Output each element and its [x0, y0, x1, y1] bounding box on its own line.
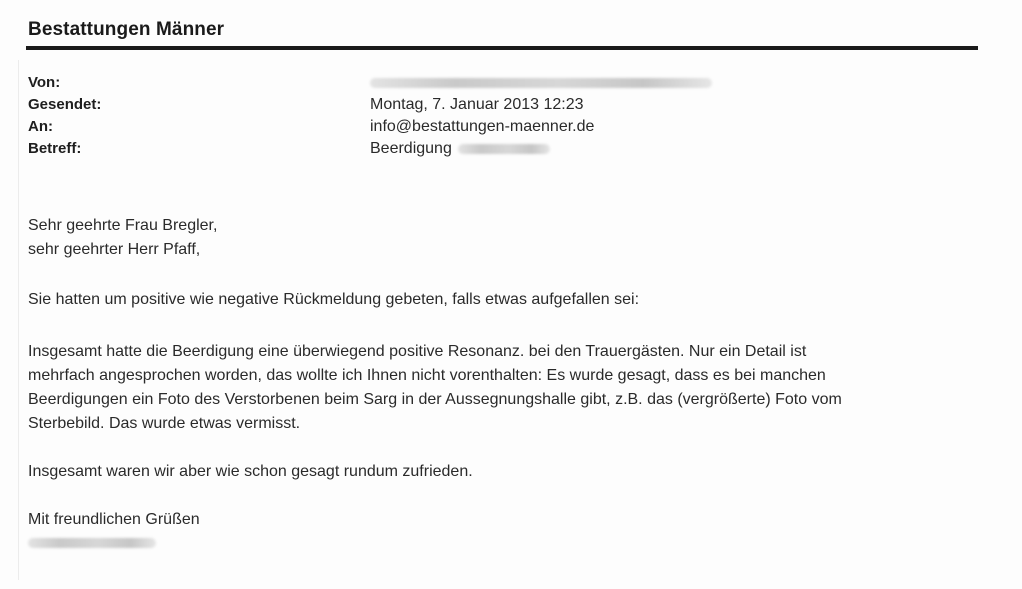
- subject-value: Beerdigung: [370, 140, 452, 157]
- subject-value-wrap: [370, 140, 550, 158]
- salutation-1: Sehr geehrte Frau Bregler,: [28, 217, 218, 234]
- scan-edge: [18, 60, 19, 580]
- to-value: info@bestattungen-maenner.de: [370, 118, 595, 135]
- header-row-to: [28, 118, 728, 140]
- paragraph-2-line-4: Sterbebild. Das wurde etwas vermisst.: [28, 415, 301, 432]
- paragraph-2-line-2: mehrfach angesprochen worden, das wollte ich Ihnen nicht vorenthalten: Es wurde gesagt, dass es bei manchen: [28, 367, 826, 384]
- sender-title: Bestattungen Männer: [28, 19, 225, 40]
- to-label: An:: [28, 118, 53, 135]
- paragraph-1: Sie hatten um positive wie negative Rückmeldung gebeten, falls etwas aufgefallen sei:: [28, 291, 640, 308]
- title-divider: [26, 46, 978, 50]
- header-row-from: [28, 74, 728, 96]
- redacted-sender: [370, 78, 712, 88]
- from-label: Von:: [28, 74, 61, 91]
- paragraph-2-line-3: Beerdigungen ein Foto des Verstorbenen beim Sarg in der Aussegnungshalle gibt, z.B. das (vergrößerte) Foto vom: [28, 391, 842, 408]
- paragraph-2-line-1: Insgesamt hatte die Beerdigung eine überwiegend positive Resonanz. bei den Trauergästen. Nur ein Detail ist: [28, 343, 807, 360]
- header-row-subject: [28, 140, 728, 162]
- subject-label: Betreff:: [28, 140, 82, 157]
- sent-label: Gesendet:: [28, 96, 102, 113]
- redacted-signature: [28, 538, 156, 548]
- salutation-2: sehr geehrter Herr Pfaff,: [28, 241, 201, 258]
- sent-value: Montag, 7. Januar 2013 12:23: [370, 96, 584, 113]
- header-row-sent: [28, 96, 728, 118]
- closing: Mit freundlichen Grüßen: [28, 511, 200, 528]
- redacted-subject: [458, 144, 550, 154]
- paragraph-3: Insgesamt waren wir aber wie schon gesagt rundum zufrieden.: [28, 463, 473, 480]
